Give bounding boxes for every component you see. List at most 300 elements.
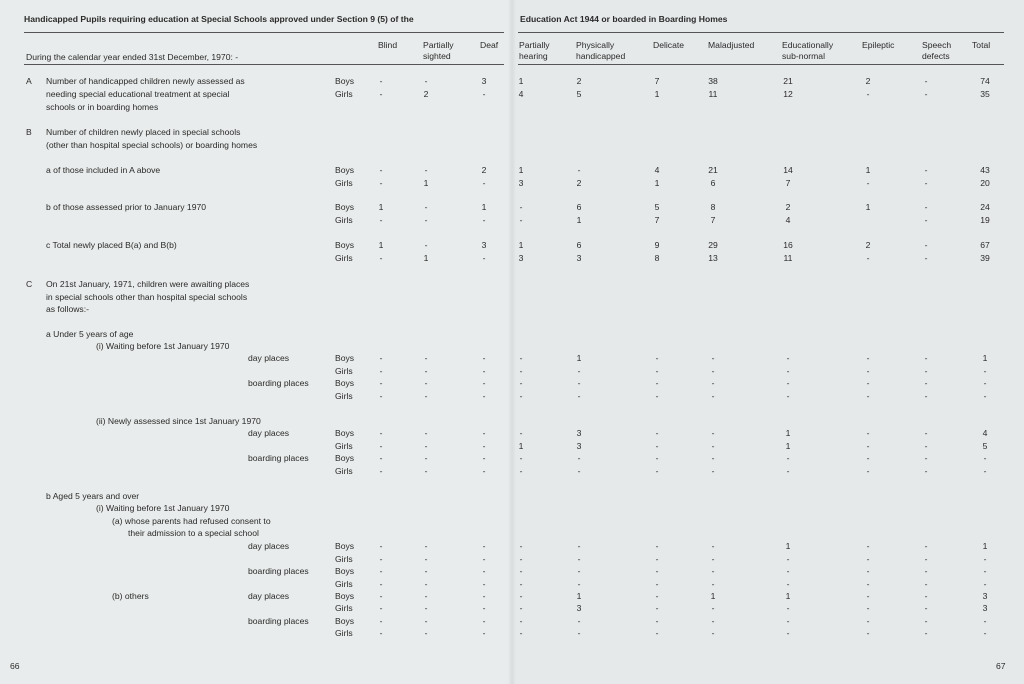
table-cell: - (866, 466, 870, 476)
table-cell: - (482, 603, 486, 613)
section-cb-ia-line-2: their admission to a special school (128, 528, 259, 538)
section-cb-label: b Aged 5 years and over (46, 491, 140, 501)
table-cell: - (866, 441, 870, 451)
table-cell: 11 (783, 253, 793, 263)
row-gender-label: Girls (335, 391, 353, 401)
table-cell: - (866, 178, 870, 188)
table-cell: 2 (576, 178, 582, 188)
table-cell: - (424, 391, 428, 401)
table-cell: - (379, 178, 383, 188)
row-gender-label: Boys (335, 353, 355, 363)
table-cell: - (482, 616, 486, 626)
boarding-places-label: boarding places (248, 616, 309, 626)
period-label: During the calendar year ended 31st December, 1970: - (26, 52, 239, 62)
table-cell: - (482, 441, 486, 451)
section-c-line-2: in special schools other than hospital special schools (46, 292, 248, 302)
table-cell: - (379, 76, 383, 86)
table-cell: - (786, 628, 790, 638)
table-cell: - (924, 566, 928, 576)
header-esn-1: Educationally (782, 40, 834, 50)
table-cell: - (786, 453, 790, 463)
table-cell: - (379, 541, 383, 551)
table-cell: - (924, 603, 928, 613)
table-cell: 3 (481, 240, 487, 250)
table-cell: 8 (654, 253, 660, 263)
table-cell: - (786, 353, 790, 363)
table-cell: - (379, 466, 383, 476)
table-cell: - (983, 554, 987, 564)
table-cell: - (711, 391, 715, 401)
header-bottom-rule (24, 64, 504, 65)
table-cell: - (424, 466, 428, 476)
table-cell: - (655, 441, 659, 451)
table-cell: 5 (654, 202, 660, 212)
header-epileptic: Epileptic (862, 40, 895, 50)
table-cell: - (866, 428, 870, 438)
table-cell: - (379, 591, 383, 601)
table-cell: - (711, 378, 715, 388)
table-cell: - (866, 378, 870, 388)
header-deaf: Deaf (480, 40, 499, 50)
section-b-letter: B (26, 127, 32, 137)
table-cell: 2 (785, 202, 791, 212)
table-cell: - (482, 353, 486, 363)
table-cell: 19 (980, 215, 990, 225)
table-cell: - (519, 579, 523, 589)
table-cell: 1 (710, 591, 716, 601)
table-cell: 1 (982, 353, 988, 363)
table-cell: - (482, 178, 486, 188)
table-cell: - (424, 366, 428, 376)
table-cell: - (577, 378, 581, 388)
table-cell: - (655, 579, 659, 589)
table-cell: - (424, 240, 428, 250)
table-cell: 1 (654, 89, 660, 99)
table-cell: - (655, 428, 659, 438)
table-cell: - (786, 579, 790, 589)
table-cell: - (482, 391, 486, 401)
section-ba-label: a of those included in A above (46, 165, 161, 175)
section-bc-label: c Total newly placed B(a) and B(b) (46, 240, 177, 250)
table-cell: - (424, 554, 428, 564)
table-cell: - (379, 453, 383, 463)
table-cell: - (379, 165, 383, 175)
table-cell: 24 (980, 202, 990, 212)
table-cell: - (482, 253, 486, 263)
table-cell: - (655, 603, 659, 613)
table-cell: - (786, 466, 790, 476)
table-cell: - (424, 579, 428, 589)
table-cell: - (711, 616, 715, 626)
table-cell: - (711, 353, 715, 363)
table-cell: 1 (654, 178, 660, 188)
table-cell: 35 (980, 89, 990, 99)
table-cell: - (983, 391, 987, 401)
table-cell: - (924, 616, 928, 626)
table-cell: 1 (518, 76, 524, 86)
table-cell: - (866, 253, 870, 263)
table-cell: - (866, 591, 870, 601)
table-cell: 4 (982, 428, 988, 438)
table-cell: 1 (423, 178, 429, 188)
header-top-rule-right (518, 32, 1004, 33)
table-cell: - (655, 366, 659, 376)
table-cell: - (519, 353, 523, 363)
table-cell: - (924, 366, 928, 376)
section-ca-ii-label: (ii) Newly assessed since 1st January 1970 (96, 416, 261, 426)
table-cell: - (786, 616, 790, 626)
row-gender-label: Girls (335, 466, 353, 476)
table-cell: - (711, 453, 715, 463)
table-cell: - (711, 541, 715, 551)
row-gender-label: Girls (335, 603, 353, 613)
table-cell: - (424, 378, 428, 388)
table-cell: - (983, 378, 987, 388)
table-cell: 7 (710, 215, 716, 225)
table-cell: - (577, 566, 581, 576)
table-cell: - (924, 466, 928, 476)
section-bb-label: b of those assessed prior to January 1970 (46, 202, 207, 212)
table-cell: 74 (980, 76, 990, 86)
header-bottom-rule-right (518, 64, 1004, 65)
table-cell: - (786, 566, 790, 576)
header-speech-1: Speech (922, 40, 952, 50)
table-cell: - (655, 566, 659, 576)
section-cb-ib-label: (b) others (112, 591, 149, 601)
header-partially-hearing-2: hearing (519, 51, 548, 61)
table-cell: 12 (783, 89, 793, 99)
table-cell: - (577, 453, 581, 463)
header-speech-2: defects (922, 51, 950, 61)
table-cell: - (655, 391, 659, 401)
table-cell: 1 (481, 202, 487, 212)
table-cell: 1 (785, 441, 791, 451)
table-cell: - (482, 628, 486, 638)
table-cell: 11 (708, 89, 718, 99)
table-cell: - (424, 76, 428, 86)
table-cell: 21 (708, 165, 718, 175)
table-cell: 43 (980, 165, 990, 175)
table-cell: - (519, 215, 523, 225)
table-cell: - (983, 366, 987, 376)
section-a-line-3: schools or in boarding homes (46, 102, 159, 112)
table-cell: - (924, 240, 928, 250)
table-cell: - (655, 453, 659, 463)
table-cell: 20 (980, 178, 990, 188)
table-cell: 3 (982, 603, 988, 613)
header-esn-2: sub-normal (782, 51, 825, 61)
header-physically-1: Physically (576, 40, 615, 50)
table-cell: - (924, 178, 928, 188)
row-gender-label: Boys (335, 240, 355, 250)
table-cell: - (577, 616, 581, 626)
boarding-places-label: boarding places (248, 453, 309, 463)
table-cell: - (379, 253, 383, 263)
table-cell: 1 (865, 165, 871, 175)
table-cell: 1 (785, 428, 791, 438)
table-cell: - (924, 441, 928, 451)
table-cell: - (424, 215, 428, 225)
table-cell: - (924, 628, 928, 638)
section-a-line-1: Number of handicapped children newly assessed as (46, 76, 245, 86)
table-cell: - (924, 202, 928, 212)
section-c-line-1: On 21st January, 1971, children were awaiting places (46, 279, 250, 289)
table-cell: - (424, 628, 428, 638)
table-cell: - (924, 591, 928, 601)
row-gender-label: Boys (335, 616, 355, 626)
table-cell: - (983, 453, 987, 463)
table-cell: - (519, 566, 523, 576)
table-cell: - (924, 541, 928, 551)
table-cell: - (786, 554, 790, 564)
row-gender-label: Boys (335, 378, 355, 388)
table-cell: 3 (481, 76, 487, 86)
table-cell: - (924, 554, 928, 564)
section-cb-ia-line-1: (a) whose parents had refused consent to (112, 516, 271, 526)
section-a-letter: A (26, 76, 32, 86)
header-blind: Blind (378, 40, 398, 50)
day-places-label: day places (248, 541, 290, 551)
section-c-line-3: as follows:- (46, 304, 89, 314)
table-cell: - (379, 391, 383, 401)
table-cell: 6 (576, 240, 582, 250)
table-cell: - (424, 603, 428, 613)
table-cell: 3 (576, 428, 582, 438)
table-cell: 1 (785, 541, 791, 551)
table-cell: - (379, 89, 383, 99)
table-cell: 67 (980, 240, 990, 250)
row-gender-label: Girls (335, 215, 353, 225)
row-gender-label: Girls (335, 554, 353, 564)
table-cell: - (424, 541, 428, 551)
table-cell: 1 (518, 240, 524, 250)
table-cell: - (379, 628, 383, 638)
table-cell: 7 (654, 76, 660, 86)
table-cell: - (866, 603, 870, 613)
section-b-line-2: (other than hospital special schools) or boarding homes (46, 140, 258, 150)
table-cell: - (424, 428, 428, 438)
table-cell: - (424, 441, 428, 451)
table-cell: - (424, 453, 428, 463)
table-cell: - (519, 616, 523, 626)
table-cell: - (786, 603, 790, 613)
row-gender-label: Boys (335, 202, 355, 212)
section-b-line-1: Number of children newly placed in special schools (46, 127, 241, 137)
table-cell: 6 (576, 202, 582, 212)
table-cell: - (711, 628, 715, 638)
table-cell: - (924, 165, 928, 175)
table-cell: - (711, 428, 715, 438)
table-cell: - (379, 441, 383, 451)
table-cell: - (924, 428, 928, 438)
table-cell: 2 (865, 240, 871, 250)
table-cell: - (379, 215, 383, 225)
table-cell: - (519, 628, 523, 638)
table-cell: 2 (865, 76, 871, 86)
table-cell: - (866, 391, 870, 401)
table-cell: - (379, 366, 383, 376)
table-cell: - (924, 215, 928, 225)
table-cell: 29 (708, 240, 718, 250)
table-cell: - (866, 579, 870, 589)
table-cell: - (519, 202, 523, 212)
table-cell: - (711, 579, 715, 589)
day-places-label: day places (248, 591, 290, 601)
row-gender-label: Boys (335, 76, 355, 86)
table-cell: - (655, 554, 659, 564)
table-cell: - (924, 253, 928, 263)
table-cell: - (655, 591, 659, 601)
table-cell: 13 (708, 253, 718, 263)
header-physically-2: handicapped (576, 51, 626, 61)
table-cell: - (866, 616, 870, 626)
table-title-right: Education Act 1944 or boarded in Boarding Homes (520, 14, 728, 24)
table-cell: - (866, 628, 870, 638)
table-cell: - (424, 165, 428, 175)
row-gender-label: Boys (335, 541, 355, 551)
table-cell: 4 (518, 89, 524, 99)
table-cell: - (519, 391, 523, 401)
table-cell: - (519, 428, 523, 438)
table-cell: 3 (518, 253, 524, 263)
table-cell: - (924, 579, 928, 589)
table-cell: - (379, 554, 383, 564)
table-cell: 38 (708, 76, 718, 86)
table-cell: - (983, 628, 987, 638)
row-gender-label: Boys (335, 165, 355, 175)
table-cell: - (577, 554, 581, 564)
header-top-rule (24, 32, 504, 33)
table-cell: 2 (481, 165, 487, 175)
table-cell: 6 (710, 178, 716, 188)
header-delicate: Delicate (653, 40, 685, 50)
table-cell: - (519, 541, 523, 551)
table-cell: 1 (378, 202, 384, 212)
table-cell: 2 (576, 76, 582, 86)
table-cell: - (786, 366, 790, 376)
table-cell: - (424, 616, 428, 626)
header-partially-hearing-1: Partially (519, 40, 550, 50)
table-cell: - (424, 591, 428, 601)
table-cell: - (424, 566, 428, 576)
table-cell: 1 (865, 202, 871, 212)
boarding-places-label: boarding places (248, 566, 309, 576)
table-cell: - (711, 554, 715, 564)
table-cell: 21 (783, 76, 793, 86)
table-cell: - (711, 366, 715, 376)
table-cell: - (482, 466, 486, 476)
page-number-right: 67 (996, 661, 1006, 671)
table-cell: - (924, 453, 928, 463)
table-cell: - (983, 566, 987, 576)
table-cell: - (424, 353, 428, 363)
table-cell: - (577, 541, 581, 551)
row-gender-label: Boys (335, 591, 355, 601)
table-cell: - (577, 391, 581, 401)
row-gender-label: Girls (335, 441, 353, 451)
table-cell: - (519, 591, 523, 601)
table-cell: - (379, 353, 383, 363)
table-cell: - (711, 566, 715, 576)
section-a-line-2: needing special educational treatment at special (46, 89, 230, 99)
table-cell: - (482, 566, 486, 576)
header-partially-sighted-1: Partially (423, 40, 454, 50)
table-cell: - (866, 541, 870, 551)
table-cell: - (924, 353, 928, 363)
table-cell: 1 (576, 353, 582, 363)
table-cell: - (482, 89, 486, 99)
table-cell: - (866, 453, 870, 463)
table-cell: - (866, 554, 870, 564)
table-cell: - (655, 353, 659, 363)
table-cell: - (379, 579, 383, 589)
table-cell: 39 (980, 253, 990, 263)
row-gender-label: Girls (335, 366, 353, 376)
row-gender-label: Girls (335, 89, 353, 99)
table-cell: - (577, 628, 581, 638)
table-cell: 7 (785, 178, 791, 188)
table-cell: - (482, 554, 486, 564)
table-cell: - (482, 541, 486, 551)
table-cell: - (711, 466, 715, 476)
table-cell: - (482, 378, 486, 388)
table-cell: 9 (654, 240, 660, 250)
table-cell: 1 (423, 253, 429, 263)
table-cell: 5 (982, 441, 988, 451)
boarding-places-label: boarding places (248, 378, 309, 388)
row-gender-label: Girls (335, 628, 353, 638)
table-cell: - (519, 554, 523, 564)
table-cell: - (577, 165, 581, 175)
table-cell: 8 (710, 202, 716, 212)
table-cell: 3 (982, 591, 988, 601)
table-cell: - (983, 579, 987, 589)
table-cell: - (379, 616, 383, 626)
table-cell: - (482, 215, 486, 225)
table-cell: 3 (576, 253, 582, 263)
table-cell: - (866, 366, 870, 376)
table-cell: - (482, 453, 486, 463)
table-cell: - (786, 378, 790, 388)
table-cell: - (655, 541, 659, 551)
table-cell: - (519, 366, 523, 376)
section-ca-i-label: (i) Waiting before 1st January 1970 (96, 341, 230, 351)
table-cell: - (866, 566, 870, 576)
table-cell: 4 (654, 165, 660, 175)
table-cell: 16 (783, 240, 793, 250)
table-cell: 1 (518, 441, 524, 451)
table-cell: 1 (576, 591, 582, 601)
section-c-letter: C (26, 279, 33, 289)
table-cell: - (924, 378, 928, 388)
table-cell: - (655, 616, 659, 626)
table-cell: - (519, 378, 523, 388)
table-cell: - (482, 591, 486, 601)
row-gender-label: Boys (335, 566, 355, 576)
table-cell: 7 (654, 215, 660, 225)
table-cell: - (924, 89, 928, 99)
table-cell: 1 (518, 165, 524, 175)
day-places-label: day places (248, 353, 290, 363)
row-gender-label: Girls (335, 579, 353, 589)
table-cell: - (711, 441, 715, 451)
table-cell: - (379, 428, 383, 438)
table-cell: 1 (785, 591, 791, 601)
page-number-left: 66 (10, 661, 20, 671)
table-cell: - (924, 76, 928, 86)
table-cell: - (711, 603, 715, 613)
header-total: Total (972, 40, 991, 50)
